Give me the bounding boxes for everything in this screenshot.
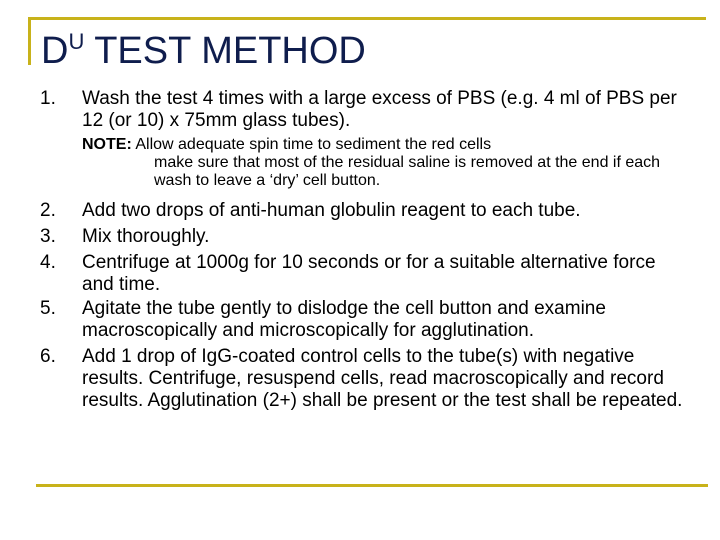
left-accent-line — [28, 17, 31, 65]
slide-title: $D^U$ TEST METHOD — [41, 29, 366, 72]
top-accent-line — [28, 17, 706, 20]
note-label: NOTE: — [82, 136, 132, 153]
step-number: 1. — [40, 88, 56, 109]
step-number: 4. — [40, 252, 56, 273]
note-block — [82, 136, 692, 190]
note-line: Allow adequate spin time to sediment the red cells — [131, 136, 492, 153]
step-text: Centrifuge at 1000g for 10 seconds or for a suitable alternative force and time. — [82, 252, 656, 295]
step-text: Add two drops of anti-human globulin reagent to each tube. — [82, 200, 581, 221]
step-number: 3. — [40, 226, 56, 247]
step-text: Add 1 drop of IgG-coated control cells to the tube(s) with negative results. Centrifuge, resuspend cells, read macroscopically and record results. Agglutination (2+) shall be present or the test shall be repeated. — [82, 346, 683, 411]
step-text: Agitate the tube gently to dislodge the cell button and examine macroscopically and microscopically for agglutination. — [82, 298, 606, 341]
note-continuation: make sure that most of the residual saline is removed at the end if each wash to leave a ‘dry’ cell button. — [154, 154, 661, 189]
bottom-accent-line — [36, 484, 708, 487]
title-superscript: U — [68, 29, 85, 54]
step-number: 6. — [40, 346, 56, 367]
step-number: 5. — [40, 298, 56, 319]
step-number: 2. — [40, 200, 56, 221]
step-text: Wash the test 4 times with a large excess of PBS (e.g. 4 ml of PBS per 12 (or 10) x 75mm glass tubes). — [82, 88, 677, 131]
step-text: Mix thoroughly. — [82, 226, 210, 247]
